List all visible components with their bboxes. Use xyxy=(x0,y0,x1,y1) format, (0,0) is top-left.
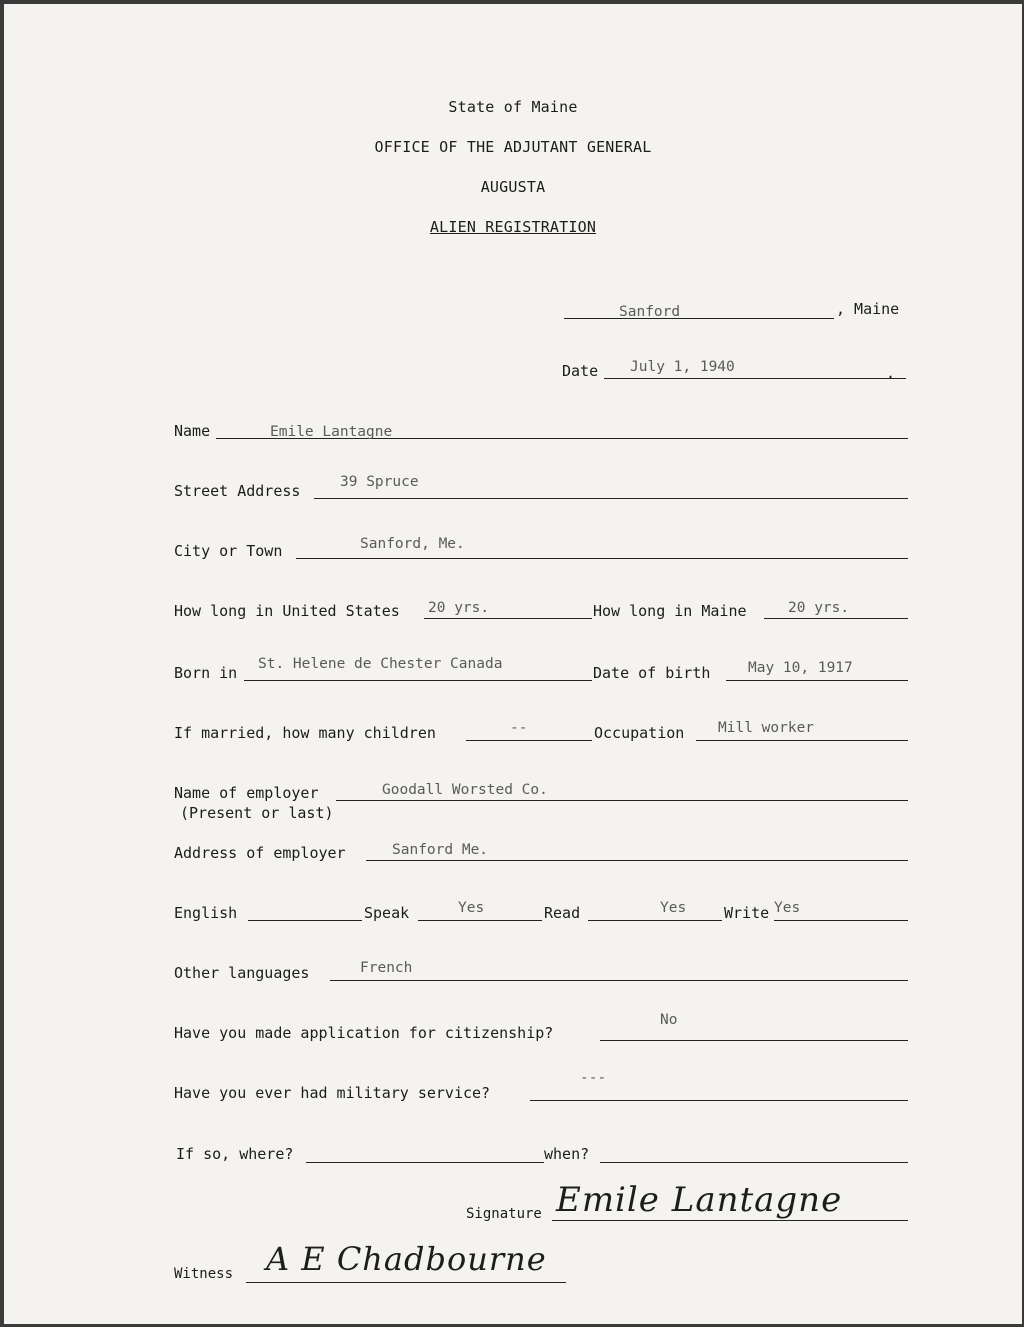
where-line xyxy=(306,1162,544,1163)
street-label: Street Address xyxy=(174,482,301,500)
how-long-us-label: How long in United States xyxy=(174,602,400,620)
employer-address-value: Sanford Me. xyxy=(392,842,489,858)
english-label: English xyxy=(174,904,238,922)
speak-value: Yes xyxy=(458,900,485,916)
date-end-mark: . xyxy=(886,364,896,382)
city-value: Sanford, Me. xyxy=(360,536,465,552)
write-label: Write xyxy=(724,904,770,922)
name-label: Name xyxy=(174,422,211,440)
name-value: Emile Lantagne xyxy=(270,424,393,440)
other-languages-line xyxy=(330,980,908,981)
born-in-value: St. Helene de Chester Canada xyxy=(258,656,503,672)
read-label: Read xyxy=(544,904,581,922)
write-line xyxy=(774,920,908,921)
city-heading: AUGUSTA xyxy=(480,178,546,196)
street-value: 39 Spruce xyxy=(340,474,419,490)
employer-label: Name of employer xyxy=(174,784,319,802)
form-title: ALIEN REGISTRATION xyxy=(429,218,597,236)
witness-label: Witness xyxy=(174,1266,234,1282)
children-line xyxy=(466,740,592,741)
dob-line xyxy=(726,680,908,681)
dob-value: May 10, 1917 xyxy=(748,660,853,676)
city-label: City or Town xyxy=(174,542,283,560)
office-heading: OFFICE OF THE ADJUTANT GENERAL xyxy=(374,138,652,156)
where-label: If so, where? xyxy=(176,1145,294,1163)
children-value: -- xyxy=(510,720,528,736)
witness-line xyxy=(246,1282,566,1283)
registration-form-page xyxy=(4,4,1022,1324)
read-value: Yes xyxy=(660,900,687,916)
citizenship-line xyxy=(600,1040,908,1041)
read-line xyxy=(588,920,722,921)
born-in-line xyxy=(244,680,592,681)
employer-value: Goodall Worsted Co. xyxy=(382,782,548,798)
how-long-maine-label: How long in Maine xyxy=(593,602,747,620)
other-languages-label: Other languages xyxy=(174,964,310,982)
signature-handwriting: Emile Lantagne xyxy=(556,1180,843,1220)
employer-sublabel: (Present or last) xyxy=(180,804,334,822)
date-value: July 1, 1940 xyxy=(630,359,735,375)
place-suffix: , Maine xyxy=(836,300,900,318)
employer-line xyxy=(336,800,908,801)
other-languages-value: French xyxy=(360,960,413,976)
citizenship-label: Have you made application for citizenship? xyxy=(174,1024,554,1042)
how-long-maine-value: 20 yrs. xyxy=(788,600,850,616)
born-in-label: Born in xyxy=(174,664,238,682)
when-line xyxy=(600,1162,908,1163)
street-line xyxy=(314,498,908,499)
employer-address-line xyxy=(366,860,908,861)
speak-line xyxy=(418,920,542,921)
city-line xyxy=(296,558,908,559)
military-value: --- xyxy=(580,1070,607,1086)
date-label: Date xyxy=(562,362,599,380)
write-value: Yes xyxy=(774,900,801,916)
signature-line xyxy=(552,1220,908,1221)
occupation-value: Mill worker xyxy=(718,720,815,736)
place-town: Sanford xyxy=(619,304,681,320)
signature-label: Signature xyxy=(466,1206,542,1222)
state-heading: State of Maine xyxy=(448,98,578,116)
employer-address-label: Address of employer xyxy=(174,844,346,862)
date-line xyxy=(604,378,906,379)
witness-handwriting: A E Chadbourne xyxy=(266,1240,547,1278)
military-line xyxy=(530,1100,908,1101)
occupation-line xyxy=(696,740,908,741)
how-long-maine-line xyxy=(764,618,908,619)
citizenship-value: No xyxy=(660,1012,678,1028)
dob-label: Date of birth xyxy=(593,664,711,682)
children-label: If married, how many children xyxy=(174,724,436,742)
english-line xyxy=(248,920,362,921)
how-long-us-line xyxy=(424,618,592,619)
how-long-us-value: 20 yrs. xyxy=(428,600,490,616)
place-line xyxy=(564,318,834,319)
speak-label: Speak xyxy=(364,904,410,922)
when-label: when? xyxy=(544,1145,590,1163)
occupation-label: Occupation xyxy=(594,724,685,742)
military-label: Have you ever had military service? xyxy=(174,1084,491,1102)
